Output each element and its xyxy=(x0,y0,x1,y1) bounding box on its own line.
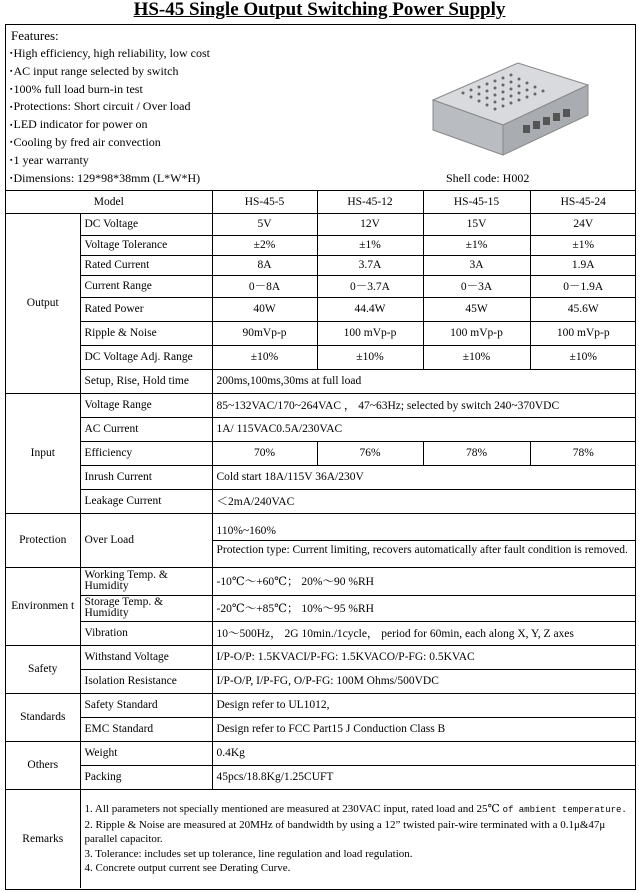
model-header-label: Model xyxy=(6,191,212,213)
cell-value: 0－3A xyxy=(423,275,530,297)
cell-value: ±1% xyxy=(530,235,636,255)
row-label: Efficiency xyxy=(80,441,212,465)
group-others: Others xyxy=(6,741,80,789)
shell-code: Shell code: H002 xyxy=(446,171,530,185)
table-row xyxy=(6,741,636,765)
table-row xyxy=(6,255,636,275)
row-label: Rated Power xyxy=(80,297,212,321)
cell-value: 100 mVp-p xyxy=(423,321,530,345)
cell-value: 24V xyxy=(530,213,636,235)
remark-1-text: 1. All parameters not specially mentioned are measured at 230VAC input, rated load and 25℃ xyxy=(84,803,500,815)
remark-4: 4. Concrete output current see Derating Curve. xyxy=(84,862,291,874)
table-row xyxy=(6,645,636,669)
cell-value: 0－1.9A xyxy=(530,275,636,297)
feature-item: ▪ Protections: Short circuit / Over load xyxy=(10,98,210,116)
feature-item: ▪ 1 year warranty xyxy=(10,152,210,170)
cell-value: 44.4W xyxy=(317,297,423,321)
row-label: Packing xyxy=(80,765,212,789)
cell-value: Design refer to UL1012, xyxy=(212,693,636,717)
cell-value: -20℃～+85℃； 10%～95 %RH xyxy=(212,595,636,621)
table-row xyxy=(6,441,636,465)
datasheet-frame xyxy=(5,24,636,890)
cell-value: 85~132VAC/170~264VAC ， 47~63Hz; selected by switch 240~370VDC xyxy=(212,393,636,417)
table-row xyxy=(6,717,636,741)
remark-2: 2. Ripple & Noise are measured at 20MHz of bandwidth by using a 12” twisted pair-wire terminated with a 0.1μ&47μ parallel capacitor. xyxy=(84,818,606,845)
cell-value: 40W xyxy=(212,297,317,321)
row-label: Current Range xyxy=(80,275,212,297)
cell-value: 90mVp-p xyxy=(212,321,317,345)
table-row xyxy=(6,417,636,441)
cell-value: 8A xyxy=(212,255,317,275)
cell-value: 45.6W xyxy=(530,297,636,321)
cell-value: 10～500Hz， 2G 10min./1cycle， period for 60min, each along X, Y, Z axes xyxy=(212,621,636,645)
cell-value: ±2% xyxy=(212,235,317,255)
row-label: Voltage Range xyxy=(80,393,212,417)
model-name: HS-45-12 xyxy=(317,191,423,213)
row-label: AC Current xyxy=(80,417,212,441)
table-row xyxy=(6,789,636,888)
row-label: Isolation Resistance xyxy=(80,669,212,693)
table-row xyxy=(6,393,636,417)
feature-item: ▪ 100% full load burn-in test xyxy=(10,81,210,99)
cell-value: 100 mVp-p xyxy=(317,321,423,345)
group-output: Output xyxy=(6,213,80,393)
remark-1-continued: of ambient temperature. xyxy=(502,805,627,815)
cell-value: I/P-O/P, I/P-FG, O/P-FG: 100M Ohms/500VDC xyxy=(212,669,636,693)
table-row xyxy=(6,275,636,297)
table-row xyxy=(6,369,636,393)
row-label: Storage Temp. & Humidity xyxy=(80,595,212,621)
cell-value: ±10% xyxy=(530,345,636,369)
feature-item: ▪ Cooling by fred air convection xyxy=(10,134,210,152)
features-section xyxy=(6,25,635,191)
row-label: Ripple & Noise xyxy=(80,321,212,345)
table-row xyxy=(6,321,636,345)
group-safety: Safety xyxy=(6,645,80,693)
cell-value: 100 mVp-p xyxy=(530,321,636,345)
model-name: HS-45-15 xyxy=(423,191,530,213)
table-row xyxy=(6,345,636,369)
cell-value: 200ms,100ms,30ms at full load xyxy=(212,369,636,393)
power-supply-image xyxy=(423,55,593,165)
row-label: Safety Standard xyxy=(80,693,212,717)
row-label: DC Voltage xyxy=(80,213,212,235)
row-label: Weight xyxy=(80,741,212,765)
cell-value: ±10% xyxy=(423,345,530,369)
table-row xyxy=(6,621,636,645)
cell-value: Cold start 18A/115V 36A/230V xyxy=(212,465,636,489)
cell-value: 15V xyxy=(423,213,530,235)
row-label: Setup, Rise, Hold time xyxy=(80,369,212,393)
cell-value: -10℃～+60℃； 20%～90 %RH xyxy=(212,567,636,595)
cell-value: 3.7A xyxy=(317,255,423,275)
feature-item: ▪ High efficiency, high reliability, low cost xyxy=(10,45,210,63)
table-row xyxy=(6,693,636,717)
table-row xyxy=(6,213,636,235)
cell-value: 0.4Kg xyxy=(212,741,636,765)
cell-value: 78% xyxy=(423,441,530,465)
cell-value: ±1% xyxy=(423,235,530,255)
page-title: HS-45 Single Output Switching Power Supply xyxy=(133,0,506,20)
cell-value: 1.9A xyxy=(530,255,636,275)
cell-value: ±10% xyxy=(212,345,317,369)
over-load-cell xyxy=(212,513,636,567)
group-protection: Protection xyxy=(6,513,80,567)
cell-value: Design refer to FCC Part15 J Conduction Class B xyxy=(212,717,636,741)
cell-value: 12V xyxy=(317,213,423,235)
model-name: HS-45-24 xyxy=(530,191,636,213)
group-environment: Environmen t xyxy=(6,567,80,645)
cell-value: 70% xyxy=(212,441,317,465)
model-header-row xyxy=(6,191,636,213)
cell-value: ±1% xyxy=(317,235,423,255)
cell-value: 45pcs/18.8Kg/1.25CUFT xyxy=(212,765,636,789)
row-label: Withstand Voltage xyxy=(80,645,212,669)
row-label: Leakage Current xyxy=(80,489,212,513)
table-row xyxy=(6,669,636,693)
feature-item: ▪ AC input range selected by switch xyxy=(10,63,210,81)
table-row xyxy=(6,567,636,595)
group-input: Input xyxy=(6,393,80,513)
cell-value: 78% xyxy=(530,441,636,465)
cell-value: 1A/ 115VAC0.5A/230VAC xyxy=(212,417,636,441)
table-row xyxy=(6,235,636,255)
remark-1 xyxy=(85,802,633,818)
cell-value: 110%~160% xyxy=(213,522,637,541)
cell-value: ±10% xyxy=(317,345,423,369)
cell-value: 45W xyxy=(423,297,530,321)
row-label: EMC Standard xyxy=(80,717,212,741)
table-row xyxy=(6,297,636,321)
model-name: HS-45-5 xyxy=(212,191,317,213)
group-remarks: Remarks xyxy=(6,789,80,888)
spec-table xyxy=(6,191,636,888)
feature-item: ▪ Dimensions: 129*98*38mm (L*W*H) xyxy=(10,170,210,188)
row-label: Voltage Tolerance xyxy=(80,235,212,255)
group-standards: Standards xyxy=(6,693,80,741)
table-row xyxy=(6,465,636,489)
row-label: Working Temp. & Humidity xyxy=(80,567,212,595)
table-row xyxy=(6,513,636,567)
features-list xyxy=(10,45,210,187)
cell-value: 5V xyxy=(212,213,317,235)
cell-value: I/P-O/P: 1.5KVACI/P-FG: 1.5KVACO/P-FG: 0.5KVAC xyxy=(212,645,636,669)
row-label: DC Voltage Adj. Range xyxy=(80,345,212,369)
cell-value: 76% xyxy=(317,441,423,465)
feature-item: ▪ LED indicator for power on xyxy=(10,116,210,134)
remarks-cell xyxy=(80,789,636,888)
row-label: Rated Current xyxy=(80,255,212,275)
table-row xyxy=(6,489,636,513)
row-label: Vibration xyxy=(80,621,212,645)
cell-value: Protection type: Current limiting, recovers automatically after fault condition is removed. xyxy=(216,543,628,556)
row-label: Inrush Current xyxy=(80,465,212,489)
features-heading: Features: xyxy=(11,28,59,43)
cell-value: 3A xyxy=(423,255,530,275)
cell-value: 0－3.7A xyxy=(317,275,423,297)
table-row xyxy=(6,765,636,789)
row-label: Over Load xyxy=(80,513,212,567)
table-row xyxy=(6,595,636,621)
cell-value: ＜2mA/240VAC xyxy=(212,489,636,513)
cell-value: 0－8A xyxy=(212,275,317,297)
remark-3: 3. Tolerance: includes set up tolerance, line regulation and load regulation. xyxy=(84,847,413,860)
